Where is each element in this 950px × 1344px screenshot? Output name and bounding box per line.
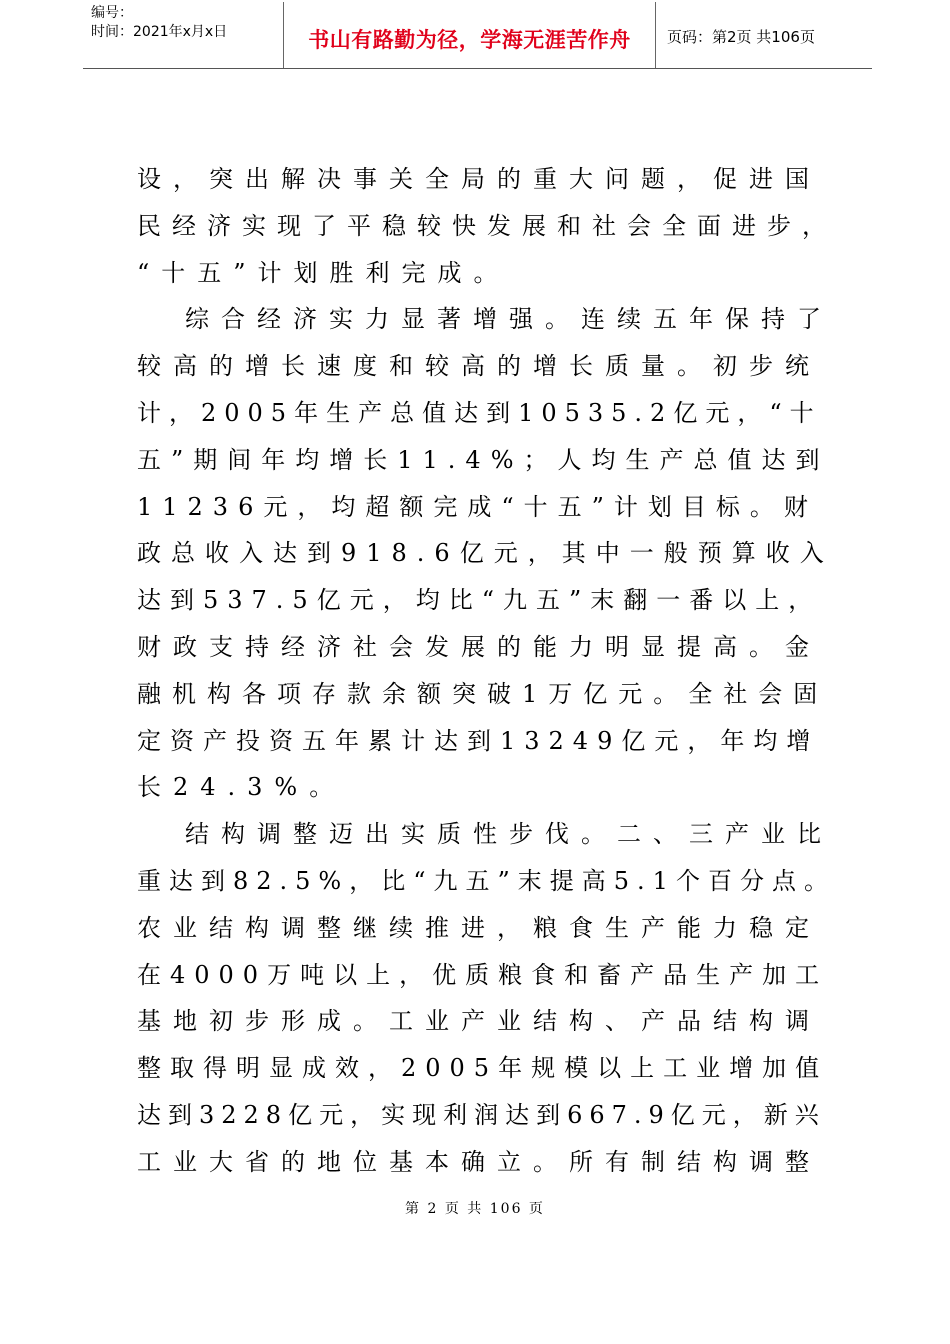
text-line: 五”期间年均增长11.4%；人均生产总值达到 bbox=[137, 445, 830, 474]
text-line: 定资产投资五年累计达到13249亿元，年均增 bbox=[137, 726, 820, 755]
text-line: “十五”计划胜利完成。 bbox=[137, 258, 510, 287]
header-divider-right bbox=[655, 2, 656, 68]
text-line: 政总收入达到918.6亿元，其中一般预算收入 bbox=[137, 539, 834, 568]
time-label: 时间：2021年x月x日 bbox=[91, 24, 228, 40]
document-meta bbox=[91, 4, 227, 42]
text-line: 11236元，均超额完成“十五”计划目标。财 bbox=[137, 492, 818, 521]
paragraph-start-line: 综合经济实力显著增强。连续五年保持了 bbox=[185, 305, 833, 334]
header-page-info: 页码：第2页 共106页 bbox=[667, 28, 815, 46]
text-line: 重达到82.5%，比“九五”末提高5.1个百分点。 bbox=[137, 866, 836, 895]
text-line: 农业结构调整继续推进，粮食生产能力稳定 bbox=[137, 913, 821, 942]
header-motto: 书山有路勤为径，学海无涯苦作舟 bbox=[308, 28, 631, 52]
text-line: 设，突出解决事关全局的重大问题，促进国 bbox=[137, 165, 821, 193]
text-line: 长24.3%。 bbox=[137, 773, 346, 802]
text-line: 融机构各项存款余额突破1万亿元。全社会固 bbox=[137, 679, 829, 708]
text-line: 民经济实现了平稳较快发展和社会全面进步， bbox=[137, 211, 837, 240]
text-line: 计，2005年生产总值达到10535.2亿元，“十 bbox=[137, 398, 822, 427]
text-line: 在4000万吨以上，优质粮食和畜产品生产加工 bbox=[137, 960, 829, 989]
text-line: 整取得明显成效，2005年规模以上工业增加值 bbox=[137, 1054, 829, 1083]
text-line: 达到3228亿元，实现利润达到667.9亿元，新兴 bbox=[137, 1100, 826, 1129]
text-line: 达到537.5亿元，均比“九五”末翻一番以上， bbox=[137, 586, 822, 615]
page-header bbox=[83, 2, 872, 69]
text-line: 基地初步形成。工业产业结构、产品结构调 bbox=[137, 1007, 821, 1036]
body-text bbox=[137, 156, 837, 1186]
text-line: 财政支持经济社会发展的能力明显提高。金 bbox=[137, 632, 821, 661]
text-line: 工业大省的地位基本确立。所有制结构调整 bbox=[137, 1147, 821, 1176]
text-line: 较高的增长速度和较高的增长质量。初步统 bbox=[137, 352, 821, 381]
paragraph-start-line: 结构调整迈出实质性步伐。二、三产业比 bbox=[185, 820, 833, 849]
number-label: 编号： bbox=[91, 5, 133, 21]
page-footer: 第 2 页 共 106 页 bbox=[405, 1201, 545, 1217]
